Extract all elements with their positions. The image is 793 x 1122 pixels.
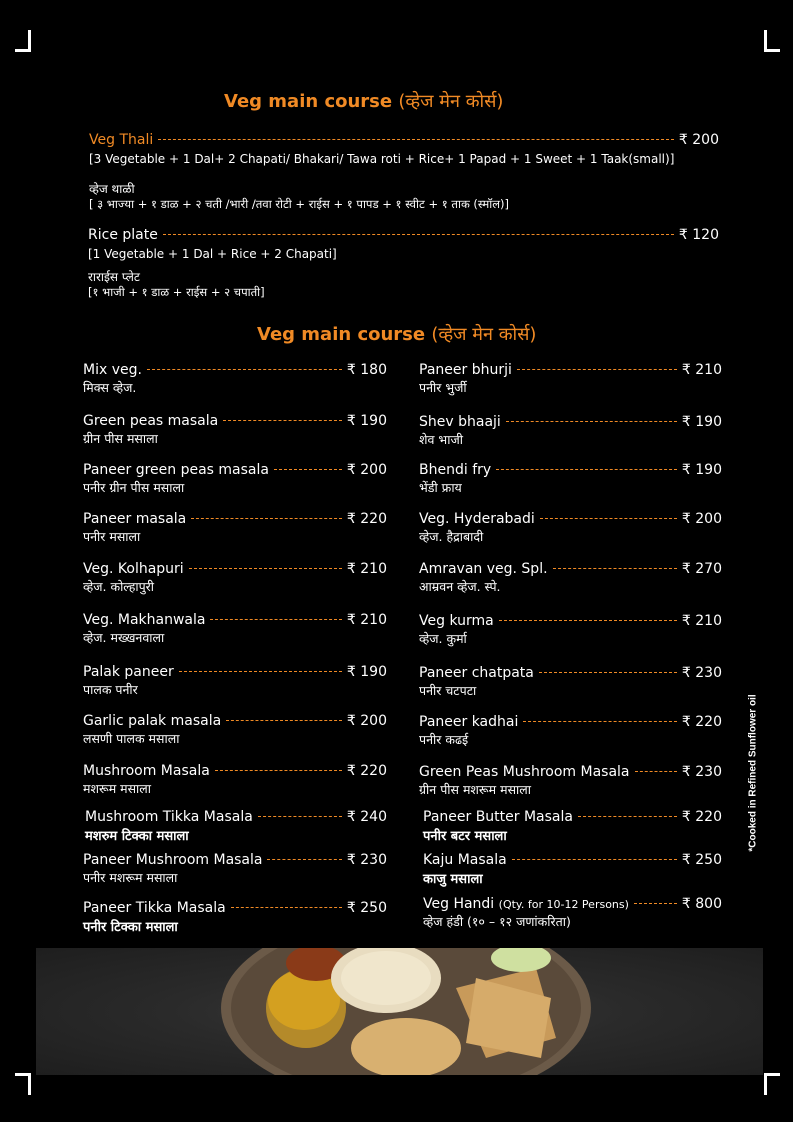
item-price: ₹ 230 xyxy=(346,852,387,868)
dotted-leader xyxy=(523,721,677,722)
item-price: ₹ 250 xyxy=(346,900,387,916)
item-name-mr: व्हेज. कुर्मा xyxy=(419,631,467,646)
menu-item xyxy=(85,809,387,844)
menu-item xyxy=(83,900,387,935)
item-name-mr: मशरूम मसाला xyxy=(83,781,152,796)
menu-item xyxy=(83,362,387,396)
item-name: Veg. Makhanwala xyxy=(83,612,206,628)
dotted-leader xyxy=(512,859,677,860)
menu-item xyxy=(83,413,387,447)
item-price: ₹ 220 xyxy=(681,714,722,730)
item-name-mr: व्हेज हंडी (१० – १२ जणांकरिता) xyxy=(423,914,571,929)
item-name: Green peas masala xyxy=(83,413,219,429)
dotted-leader xyxy=(179,671,342,672)
section2-heading-en: Veg main course xyxy=(257,324,426,345)
item-name-mr: व्हेज. हैद्राबादी xyxy=(419,529,484,544)
dotted-leader xyxy=(189,568,342,569)
item-name: Paneer Butter Masala xyxy=(423,809,573,825)
section2-heading-mr: (व्हेज मेन कोर्स) xyxy=(431,324,537,345)
item-name-mr: पालक पनीर xyxy=(83,682,138,697)
item-name: Paneer bhurji xyxy=(419,362,512,378)
veg-thali-name: Veg Thali xyxy=(89,132,154,148)
item-name: Mix veg. xyxy=(83,362,142,378)
section2-heading xyxy=(257,322,536,346)
item-price: ₹ 190 xyxy=(681,414,722,430)
item-name: Green Peas Mushroom Masala xyxy=(419,764,630,780)
item-name: Bhendi fry xyxy=(419,462,492,478)
rice-plate-desc-mr: [१ भाजी + १ डाळ + राईस + २ चपाती] xyxy=(88,285,265,299)
item-name: Veg. Kolhapuri xyxy=(83,561,184,577)
menu-item xyxy=(419,511,722,545)
menu-item xyxy=(83,511,387,545)
dotted-leader xyxy=(267,859,341,860)
menu-item xyxy=(83,664,387,698)
item-price: ₹ 220 xyxy=(681,809,722,825)
dotted-leader xyxy=(226,720,342,721)
item-price: ₹ 200 xyxy=(681,511,722,527)
menu-item xyxy=(83,763,387,797)
dotted-leader xyxy=(158,139,674,140)
item-name-mr: पनीर चटपटा xyxy=(419,683,477,698)
item-name: Mushroom Tikka Masala xyxy=(85,809,253,825)
item-price: ₹ 270 xyxy=(681,561,722,577)
item-price: ₹ 230 xyxy=(681,665,722,681)
item-name-mr: व्हेज. मख्खनवाला xyxy=(83,630,165,645)
menu-item xyxy=(419,462,722,496)
veg-thali-row xyxy=(89,132,719,148)
item-price: ₹ 190 xyxy=(681,462,722,478)
menu-item xyxy=(419,414,722,448)
menu-item xyxy=(419,665,722,699)
rice-plate-row xyxy=(88,227,719,243)
item-name: Paneer masala xyxy=(83,511,187,527)
item-name-mr: पनीर ग्रीन पीस मसाला xyxy=(83,480,185,495)
item-name: Paneer kadhai xyxy=(419,714,519,730)
dotted-leader xyxy=(635,771,677,772)
dotted-leader xyxy=(539,672,677,673)
veg-thali-name-mr: व्हेज थाळी xyxy=(89,182,135,196)
rice-plate-price: ₹ 120 xyxy=(678,227,719,243)
item-name-mr: व्हेज. कोल्हापुरी xyxy=(83,579,155,594)
item-name: Veg kurma xyxy=(419,613,494,629)
dotted-leader xyxy=(517,369,677,370)
item-name-mr: ग्रीन पीस मसाला xyxy=(83,431,158,446)
section1-heading-mr: (व्हेज मेन कोर्स) xyxy=(398,91,504,112)
section1-heading-en: Veg main course xyxy=(224,91,393,112)
item-name-mr: लसणी पालक मसाला xyxy=(83,731,180,746)
item-name-mr: मिक्स व्हेज. xyxy=(83,380,137,395)
item-name-mr: पनीर मशरूम मसाला xyxy=(83,870,178,885)
dotted-leader xyxy=(210,619,341,620)
veg-thali-price: ₹ 200 xyxy=(678,132,719,148)
menu-item xyxy=(83,462,387,496)
item-name-mr: आम्रवन व्हेज. स्पे. xyxy=(419,579,501,594)
item-name: Paneer green peas masala xyxy=(83,462,269,478)
item-price: ₹ 190 xyxy=(346,664,387,680)
rice-plate-name: Rice plate xyxy=(88,227,158,243)
menu-item xyxy=(419,561,722,595)
veg-thali-desc-mr: [ ३ भाज्या + १ डाळ + २ चती /भारी /तवा रोटी + राईस + १ पापड + १ स्वीट + १ ताक (स्मॉल)] xyxy=(89,197,510,211)
dotted-leader xyxy=(163,234,674,235)
menu-item xyxy=(419,714,722,748)
item-price: ₹ 800 xyxy=(681,896,722,912)
rice-plate-desc-en: [1 Vegetable + 1 Dal + Rice + 2 Chapati] xyxy=(88,247,337,261)
item-name-mr: पनीर मसाला xyxy=(83,529,141,544)
food-photo-banner xyxy=(36,948,763,1075)
dotted-leader xyxy=(191,518,342,519)
dotted-leader xyxy=(634,903,677,904)
item-price: ₹ 200 xyxy=(346,713,387,729)
item-price: ₹ 210 xyxy=(346,612,387,628)
item-name: Kaju Masala xyxy=(423,852,507,868)
item-name: Amravan veg. Spl. xyxy=(419,561,548,577)
item-name-mr: पनीर टिक्का मसाला xyxy=(83,920,178,935)
item-price: ₹ 220 xyxy=(346,763,387,779)
item-price: ₹ 180 xyxy=(346,362,387,378)
item-quantity-note: (Qty. for 10-12 Persons) xyxy=(498,898,629,911)
item-price: ₹ 250 xyxy=(681,852,722,868)
section1-heading xyxy=(224,89,503,113)
item-name-mr: पनीर कढई xyxy=(419,732,469,747)
dotted-leader xyxy=(223,420,342,421)
item-name: Garlic palak masala xyxy=(83,713,222,729)
item-name: Shev bhaaji xyxy=(419,414,501,430)
menu-item xyxy=(83,713,387,747)
oil-note xyxy=(745,690,761,855)
item-price: ₹ 210 xyxy=(681,362,722,378)
rice-plate-name-mr: राराईस प्लेट xyxy=(88,270,140,284)
item-name-mr: ग्रीन पीस मशरूम मसाला xyxy=(419,782,531,797)
item-price: ₹ 200 xyxy=(346,462,387,478)
item-name: Veg Handi xyxy=(423,896,495,912)
menu-item xyxy=(423,896,722,930)
dotted-leader xyxy=(258,816,342,817)
dotted-leader xyxy=(506,421,677,422)
item-name-mr: मशरुम टिक्का मसाला xyxy=(85,829,189,844)
menu-item xyxy=(83,852,387,886)
menu-item xyxy=(423,852,722,887)
item-name-mr: पनीर बटर मसाला xyxy=(423,829,507,844)
menu-item xyxy=(83,561,387,595)
item-name-mr: शेव भाजी xyxy=(419,432,463,447)
veg-thali-desc-en: [3 Vegetable + 1 Dal+ 2 Chapati/ Bhakari/ Tawa roti + Rice+ 1 Papad + 1 Sweet + 1 Taak(small)] xyxy=(89,152,675,166)
dotted-leader xyxy=(499,620,677,621)
dotted-leader xyxy=(578,816,677,817)
corner-mark-top-right xyxy=(764,30,780,52)
thali-illustration xyxy=(36,948,763,1075)
item-name-mr: पनीर भुर्जी xyxy=(419,380,467,395)
dotted-leader xyxy=(147,369,342,370)
item-name: Paneer Mushroom Masala xyxy=(83,852,263,868)
dotted-leader xyxy=(215,770,342,771)
item-price: ₹ 240 xyxy=(346,809,387,825)
corner-mark-bottom-left xyxy=(15,1073,31,1095)
item-name: Palak paneer xyxy=(83,664,174,680)
item-price: ₹ 210 xyxy=(681,613,722,629)
item-price: ₹ 230 xyxy=(681,764,722,780)
dotted-leader xyxy=(496,469,677,470)
item-name: Veg. Hyderabadi xyxy=(419,511,535,527)
item-name-mr: काजु मसाला xyxy=(423,872,483,887)
menu-item xyxy=(423,809,722,844)
item-name: Mushroom Masala xyxy=(83,763,210,779)
dotted-leader xyxy=(274,469,342,470)
item-name: Paneer chatpata xyxy=(419,665,534,681)
menu-item xyxy=(83,612,387,646)
item-price: ₹ 220 xyxy=(346,511,387,527)
menu-item xyxy=(419,764,722,798)
menu-item xyxy=(419,613,722,647)
dotted-leader xyxy=(540,518,677,519)
oil-note-text: *Cooked in Refined Sunflower oil xyxy=(747,693,759,852)
menu-item xyxy=(419,362,722,396)
dotted-leader xyxy=(553,568,677,569)
item-price: ₹ 190 xyxy=(346,413,387,429)
corner-mark-top-left xyxy=(15,30,31,52)
dotted-leader xyxy=(231,907,342,908)
corner-mark-bottom-right xyxy=(764,1073,780,1095)
item-name: Paneer Tikka Masala xyxy=(83,900,226,916)
item-name-mr: भेंडी फ्राय xyxy=(419,480,462,495)
item-price: ₹ 210 xyxy=(346,561,387,577)
